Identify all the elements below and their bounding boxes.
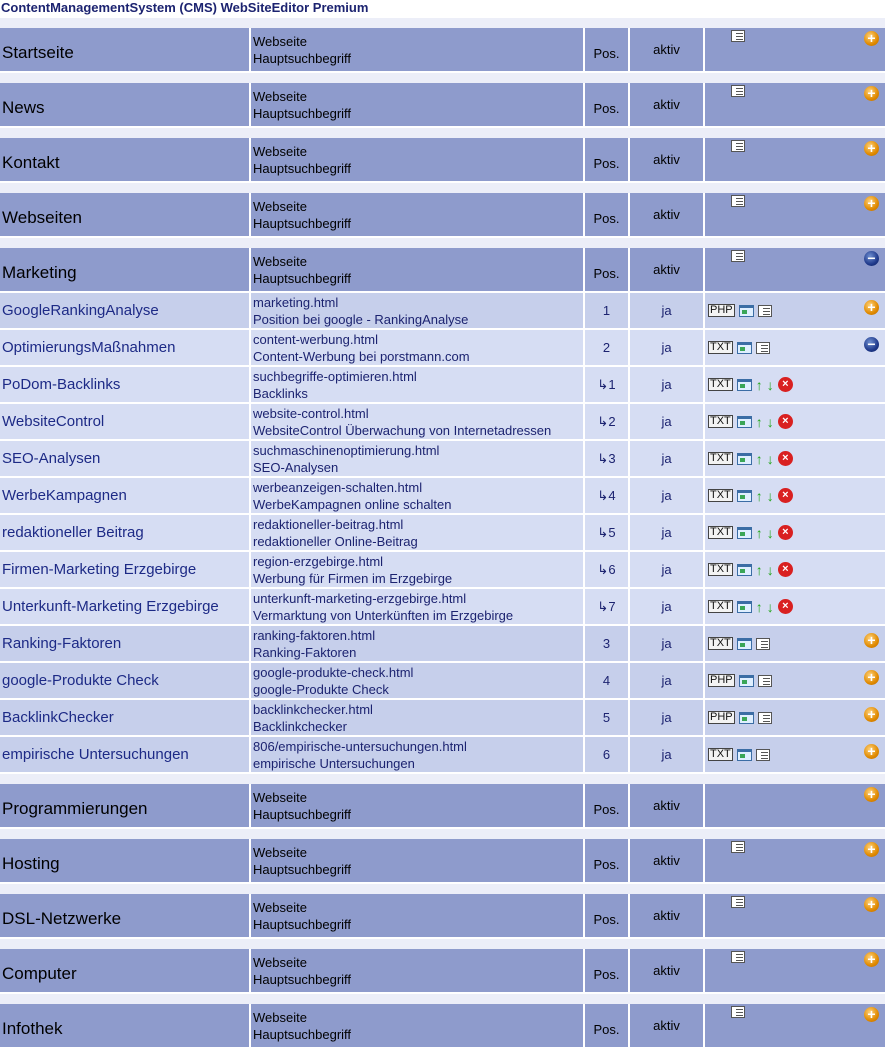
page-pos: 6: [608, 561, 616, 577]
section-name[interactable]: Infothek: [2, 1018, 63, 1038]
page-pos: 6: [584, 736, 629, 773]
section-name[interactable]: News: [2, 97, 45, 117]
move-up-icon[interactable]: ↑: [755, 376, 763, 393]
section-name[interactable]: Marketing: [2, 262, 77, 282]
page-row[interactable]: [0, 736, 885, 773]
section-line2: Hauptsuchbegriff: [253, 50, 352, 66]
list-icon[interactable]: [756, 638, 770, 650]
page-file[interactable]: suchmaschinenoptimierung.html: [253, 442, 440, 458]
sub-arrow-icon: ↳: [597, 561, 609, 577]
list-icon[interactable]: [731, 140, 745, 152]
page-file[interactable]: redaktioneller-beitrag.html: [253, 516, 404, 532]
expand-icon[interactable]: +: [864, 86, 879, 101]
page-preview-icon[interactable]: [737, 453, 752, 465]
expand-icon[interactable]: +: [864, 300, 879, 315]
section-status: aktiv: [629, 949, 704, 993]
page-name[interactable]: Ranking-Faktoren: [2, 635, 122, 652]
page-desc: redaktioneller Online-Beitrag: [253, 533, 418, 549]
page-row[interactable]: [0, 292, 885, 329]
section-pos: Pos.: [584, 138, 629, 182]
section-line2: Hauptsuchbegriff: [253, 916, 352, 932]
page-status[interactable]: ja: [629, 699, 704, 736]
section-name[interactable]: Computer: [2, 963, 77, 983]
page-status[interactable]: ja: [629, 736, 704, 773]
section-status: aktiv: [629, 193, 704, 237]
page-preview-icon[interactable]: [737, 416, 752, 428]
page-desc: Backlinks: [253, 385, 308, 401]
delete-icon[interactable]: ×: [778, 451, 793, 466]
page-pos: 1: [584, 292, 629, 329]
page-file[interactable]: website-control.html: [253, 405, 369, 421]
expand-icon[interactable]: +: [864, 842, 879, 857]
section-name[interactable]: Programmierungen: [2, 798, 148, 818]
page-row[interactable]: [0, 440, 885, 477]
section-row[interactable]: [0, 1004, 885, 1048]
page-status[interactable]: ja: [629, 588, 704, 625]
page-preview-icon[interactable]: [737, 379, 752, 391]
page-desc: Position bei google - RankingAnalyse: [253, 311, 469, 327]
section-line1: Webseite: [253, 844, 307, 860]
list-icon[interactable]: [731, 951, 745, 963]
cms-page-tree: [0, 18, 885, 1049]
page-row[interactable]: [0, 551, 885, 588]
page-name[interactable]: OptimierungsMaßnahmen: [2, 339, 176, 356]
expand-icon[interactable]: +: [864, 141, 879, 156]
page-row[interactable]: [0, 366, 885, 403]
page-preview-icon[interactable]: [739, 305, 754, 317]
expand-icon[interactable]: +: [864, 952, 879, 967]
list-icon[interactable]: [731, 85, 745, 97]
page-preview-icon[interactable]: [737, 490, 752, 502]
section-pos: Pos.: [584, 894, 629, 938]
page-preview-icon[interactable]: [737, 749, 752, 761]
list-icon[interactable]: [731, 896, 745, 908]
section-pos: Pos.: [584, 784, 629, 828]
section-line1: Webseite: [253, 253, 307, 269]
page-row[interactable]: [0, 477, 885, 514]
page-desc: WerbeKampagnen online schalten: [253, 496, 452, 512]
txt-badge-icon[interactable]: TXT: [710, 452, 731, 464]
delete-icon[interactable]: ×: [778, 525, 793, 540]
page-file[interactable]: marketing.html: [253, 294, 339, 310]
move-down-icon[interactable]: ↓: [766, 524, 774, 541]
section-line2: Hauptsuchbegriff: [253, 1026, 352, 1042]
page-desc: Backlinkchecker: [253, 718, 347, 734]
php-badge-icon[interactable]: PHP: [710, 711, 733, 723]
page-pos: 5: [584, 699, 629, 736]
section-name[interactable]: Hosting: [2, 853, 60, 873]
move-up-icon[interactable]: ↑: [755, 561, 763, 578]
list-icon[interactable]: [731, 841, 745, 853]
expand-icon[interactable]: +: [864, 633, 879, 648]
page-name[interactable]: GoogleRankingAnalyse: [2, 302, 159, 319]
section-row[interactable]: [0, 248, 885, 292]
section-pos: Pos.: [584, 248, 629, 292]
page-name[interactable]: Unterkunft-Marketing Erzgebirge: [2, 598, 219, 615]
move-down-icon[interactable]: ↓: [766, 413, 774, 430]
page-desc: WebsiteControl Überwachung von Internetadressen: [253, 422, 552, 438]
section-status: aktiv: [629, 28, 704, 72]
page-title: ContentManagementSystem (CMS) WebSiteEditor Premium: [1, 0, 369, 15]
page-row[interactable]: [0, 329, 885, 366]
page-preview-icon[interactable]: [737, 527, 752, 539]
page-file[interactable]: backlinkchecker.html: [253, 701, 373, 717]
list-icon[interactable]: [731, 195, 745, 207]
expand-icon[interactable]: +: [864, 670, 879, 685]
list-icon[interactable]: [731, 1006, 745, 1018]
section-status: aktiv: [629, 1004, 704, 1048]
page-preview-icon[interactable]: [737, 564, 752, 576]
page-name[interactable]: empirische Untersuchungen: [2, 746, 189, 763]
section-status: aktiv: [629, 839, 704, 883]
section-status: aktiv: [629, 248, 704, 292]
collapse-icon[interactable]: −: [864, 251, 879, 266]
page-preview-icon[interactable]: [737, 342, 752, 354]
page-pos: 1: [608, 376, 616, 392]
section-row[interactable]: [0, 83, 885, 127]
txt-badge-icon[interactable]: TXT: [710, 415, 731, 427]
section-line1: Webseite: [253, 954, 307, 970]
section-pos: Pos.: [584, 28, 629, 72]
delete-icon[interactable]: ×: [778, 377, 793, 392]
section-status: aktiv: [629, 83, 704, 127]
collapse-icon[interactable]: −: [864, 337, 879, 352]
page-status[interactable]: ja: [629, 292, 704, 329]
section-name[interactable]: Webseiten: [2, 207, 83, 227]
list-icon[interactable]: [731, 30, 745, 42]
move-down-icon[interactable]: ↓: [766, 487, 774, 504]
page-row[interactable]: [0, 588, 885, 625]
section-row[interactable]: [0, 894, 885, 938]
page-file[interactable]: unterkunft-marketing-erzgebirge.html: [253, 590, 467, 606]
move-down-icon[interactable]: ↓: [766, 598, 774, 615]
section-row[interactable]: [0, 949, 885, 993]
page-pos: 4: [608, 487, 616, 503]
page-row[interactable]: [0, 403, 885, 440]
move-down-icon[interactable]: ↓: [766, 376, 774, 393]
sub-arrow-icon: ↳: [597, 376, 609, 392]
page-row[interactable]: [0, 662, 885, 699]
section-row[interactable]: [0, 839, 885, 883]
section-line1: Webseite: [253, 143, 307, 159]
move-up-icon[interactable]: ↑: [755, 450, 763, 467]
list-icon[interactable]: [756, 749, 770, 761]
section-pos: Pos.: [584, 193, 629, 237]
move-up-icon[interactable]: ↑: [755, 524, 763, 541]
expand-icon[interactable]: +: [864, 787, 879, 802]
page-preview-icon[interactable]: [739, 712, 754, 724]
section-line2: Hauptsuchbegriff: [253, 215, 352, 231]
txt-badge-icon[interactable]: TXT: [710, 748, 731, 760]
section-status: aktiv: [629, 138, 704, 182]
txt-badge-icon[interactable]: TXT: [710, 600, 731, 612]
expand-icon[interactable]: +: [864, 707, 879, 722]
txt-badge-icon[interactable]: TXT: [710, 489, 731, 501]
section-name[interactable]: Kontakt: [2, 152, 60, 172]
sub-arrow-icon: ↳: [597, 413, 609, 429]
page-status[interactable]: ja: [629, 440, 704, 477]
page-pos: 2: [608, 413, 616, 429]
page-desc: empirische Untersuchungen: [253, 755, 415, 771]
list-icon[interactable]: [758, 305, 772, 317]
page-desc: Ranking-Faktoren: [253, 644, 357, 660]
section-line2: Hauptsuchbegriff: [253, 160, 352, 176]
page-file[interactable]: suchbegriffe-optimieren.html: [253, 368, 417, 384]
page-desc: Werbung für Firmen im Erzgebirge: [253, 570, 453, 586]
page-name[interactable]: BacklinkChecker: [2, 709, 114, 726]
page-status[interactable]: ja: [629, 329, 704, 366]
page-desc: Vermarktung von Unterkünften im Erzgebirge: [253, 607, 514, 623]
page-name[interactable]: Firmen-Marketing Erzgebirge: [2, 561, 197, 578]
delete-icon[interactable]: ×: [778, 599, 793, 614]
sub-arrow-icon: ↳: [597, 487, 609, 503]
page-pos: 7: [608, 598, 616, 614]
expand-icon[interactable]: +: [864, 31, 879, 46]
page-status[interactable]: ja: [629, 514, 704, 551]
section-row[interactable]: [0, 28, 885, 72]
txt-badge-icon[interactable]: TXT: [710, 637, 731, 649]
delete-icon[interactable]: ×: [778, 488, 793, 503]
txt-badge-icon[interactable]: TXT: [710, 526, 731, 538]
php-badge-icon[interactable]: PHP: [710, 674, 733, 686]
sub-arrow-icon: ↳: [597, 598, 609, 614]
list-icon[interactable]: [758, 712, 772, 724]
page-row[interactable]: [0, 514, 885, 551]
section-line1: Webseite: [253, 899, 307, 915]
page-preview-icon[interactable]: [739, 675, 754, 687]
page-row[interactable]: [0, 699, 885, 736]
section-name[interactable]: DSL-Netzwerke: [2, 908, 122, 928]
sub-arrow-icon: ↳: [597, 524, 609, 540]
page-pos: 4: [584, 662, 629, 699]
page-file[interactable]: ranking-faktoren.html: [253, 627, 376, 643]
txt-badge-icon[interactable]: TXT: [710, 378, 731, 390]
section-status: aktiv: [629, 784, 704, 828]
section-name[interactable]: Startseite: [2, 42, 74, 62]
section-line1: Webseite: [253, 789, 307, 805]
page-status[interactable]: ja: [629, 625, 704, 662]
move-up-icon[interactable]: ↑: [755, 487, 763, 504]
page-file[interactable]: werbeanzeigen-schalten.html: [253, 479, 423, 495]
section-line2: Hauptsuchbegriff: [253, 861, 352, 877]
expand-icon[interactable]: +: [864, 196, 879, 211]
page-desc: Content-Werbung bei porstmann.com: [253, 348, 470, 364]
section-pos: Pos.: [584, 839, 629, 883]
page-file[interactable]: google-produkte-check.html: [253, 664, 414, 680]
section-row[interactable]: [0, 193, 885, 237]
page-desc: SEO-Analysen: [253, 459, 339, 475]
php-badge-icon[interactable]: PHP: [710, 304, 733, 316]
txt-badge-icon[interactable]: TXT: [710, 563, 731, 575]
section-row[interactable]: [0, 784, 885, 828]
page-pos: 3: [608, 450, 616, 466]
page-desc: google-Produkte Check: [253, 681, 389, 697]
page-name[interactable]: WebsiteControl: [2, 413, 105, 430]
expand-icon[interactable]: +: [864, 1007, 879, 1022]
delete-icon[interactable]: ×: [778, 562, 793, 577]
page-preview-icon[interactable]: [737, 638, 752, 650]
expand-icon[interactable]: +: [864, 744, 879, 759]
section-pos: Pos.: [584, 949, 629, 993]
section-line1: Webseite: [253, 198, 307, 214]
move-up-icon[interactable]: ↑: [755, 598, 763, 615]
section-line1: Webseite: [253, 33, 307, 49]
section-line1: Webseite: [253, 1009, 307, 1025]
page-status[interactable]: ja: [629, 366, 704, 403]
section-line2: Hauptsuchbegriff: [253, 105, 352, 121]
expand-icon[interactable]: +: [864, 897, 879, 912]
move-up-icon[interactable]: ↑: [755, 413, 763, 430]
page-name[interactable]: WerbeKampagnen: [2, 487, 127, 504]
page-file[interactable]: region-erzgebirge.html: [253, 553, 384, 569]
page-file[interactable]: content-werbung.html: [253, 331, 379, 347]
page-row[interactable]: [0, 625, 885, 662]
page-pos: 5: [608, 524, 616, 540]
page-status[interactable]: ja: [629, 662, 704, 699]
list-icon[interactable]: [756, 342, 770, 354]
delete-icon[interactable]: ×: [778, 414, 793, 429]
page-name[interactable]: google-Produkte Check: [2, 672, 159, 689]
sub-arrow-icon: ↳: [597, 450, 609, 466]
page-status[interactable]: ja: [629, 551, 704, 588]
page-name[interactable]: SEO-Analysen: [2, 450, 101, 467]
page-pos: 2: [584, 329, 629, 366]
list-icon[interactable]: [758, 675, 772, 687]
section-line2: Hauptsuchbegriff: [253, 806, 352, 822]
page-status[interactable]: ja: [629, 403, 704, 440]
txt-badge-icon[interactable]: TXT: [710, 341, 731, 353]
page-pos: 3: [584, 625, 629, 662]
page-name[interactable]: PoDom-Backlinks: [2, 376, 121, 393]
page-file[interactable]: 806/empirische-untersuchungen.html: [253, 738, 467, 754]
page-preview-icon[interactable]: [737, 601, 752, 613]
section-pos: Pos.: [584, 1004, 629, 1048]
section-line2: Hauptsuchbegriff: [253, 270, 352, 286]
move-down-icon[interactable]: ↓: [766, 561, 774, 578]
section-pos: Pos.: [584, 83, 629, 127]
section-status: aktiv: [629, 894, 704, 938]
page-name[interactable]: redaktioneller Beitrag: [2, 524, 144, 541]
section-line2: Hauptsuchbegriff: [253, 971, 352, 987]
page-status[interactable]: ja: [629, 477, 704, 514]
list-icon[interactable]: [731, 250, 745, 262]
section-line1: Webseite: [253, 88, 307, 104]
section-row[interactable]: [0, 138, 885, 182]
move-down-icon[interactable]: ↓: [766, 450, 774, 467]
